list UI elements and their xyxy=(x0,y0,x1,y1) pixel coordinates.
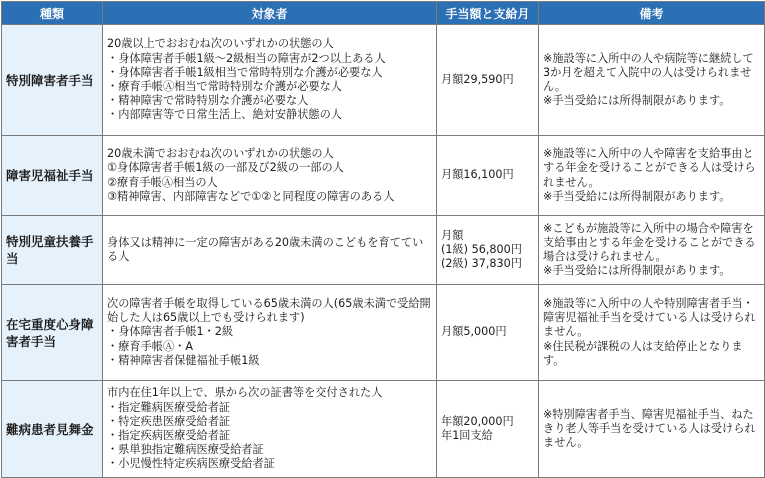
allowance-type: 特別障害者手当 xyxy=(2,25,103,136)
target-line: ・内部障害等で日常生活上、絶対安静状態の人 xyxy=(107,108,342,122)
note-line: ※施設等に入所中の人や病院等に継続して3か月を超えて入院中の人は受けられません。 xyxy=(543,51,754,93)
target-cell xyxy=(103,136,437,216)
notes-cell xyxy=(539,25,765,136)
target-line: ・指定疾病医療受給者証 xyxy=(107,429,231,442)
allowance-type: 特別児童扶養手当 xyxy=(2,216,103,285)
amount-line: (1級) 56,800円 xyxy=(441,242,522,256)
notes-cell xyxy=(539,216,765,285)
amount-cell xyxy=(437,136,539,216)
note-line: ※手当受給には所得制限があります。 xyxy=(543,94,731,108)
table-row xyxy=(2,285,765,381)
header-target: 対象者 xyxy=(103,2,437,25)
notes-cell xyxy=(539,285,765,381)
note-line: ※こどもが施設等に入所中の場合や障害を支給事由とする年金を受けることができる場合は受けられません。 xyxy=(543,221,756,263)
amount-line: 月額 xyxy=(441,228,464,242)
header-type: 種類 xyxy=(2,2,103,25)
target-line: ・身体障害者手帳1級～2級相当の障害が2つ以上ある人 xyxy=(107,51,386,65)
note-line: ※手当受給には所得制限があります。 xyxy=(543,189,731,203)
amount-cell xyxy=(437,381,539,478)
amount-line: 年額20,000円 xyxy=(441,414,514,428)
target-line: 20歳以上でおおむね次のいずれかの状態の人 xyxy=(107,37,334,51)
amount-cell xyxy=(437,285,539,381)
note-line: ※手当受給には所得制限があります。 xyxy=(543,264,731,278)
table-row xyxy=(2,136,765,216)
target-line: 身体又は精神に一定の障害がある20歳未満のこどもを育てている人 xyxy=(107,235,424,263)
note-line: ※施設等に入所中の人や障害を支給事由とする年金を受けることができる人は受けられません。 xyxy=(543,147,756,189)
amount-line: 月額5,000円 xyxy=(441,325,507,339)
target-line: ・身体障害者手帳1級相当で常時特別な介護が必要な人 xyxy=(107,65,383,79)
amount-line: 年1回支給 xyxy=(441,429,493,442)
allowance-type: 障害児福祉手当 xyxy=(2,136,103,216)
note-line: ※特別障害者手当、障害児福祉手当、ねたきり老人等手当を受けている人は受けられません。 xyxy=(543,407,756,450)
allowance-table xyxy=(1,1,765,478)
table-row xyxy=(2,25,765,136)
target-line: ・身体障害者手帳1・2級 xyxy=(107,325,234,339)
amount-line: 月額16,100円 xyxy=(441,168,514,182)
table-row xyxy=(2,216,765,285)
target-line: ③精神障害、内部障害などで①②と同程度の障害のある人 xyxy=(107,189,395,203)
target-cell xyxy=(103,285,437,381)
target-line: ・精神障害で常時特別な介護が必要な人 xyxy=(107,94,309,108)
allowance-type: 難病患者見舞金 xyxy=(2,381,103,478)
target-line: 市内在住1年以上で、県から次の証書等を交付された人 xyxy=(107,386,383,400)
target-cell xyxy=(103,381,437,478)
header-row xyxy=(2,2,765,25)
target-line: ・小児慢性特定疾病医療受給者証 xyxy=(107,457,275,471)
amount-line: 月額29,590円 xyxy=(441,72,514,86)
target-line: ・療育手帳Ⓐ相当で常時特別な介護が必要な人 xyxy=(107,80,342,93)
notes-cell xyxy=(539,381,765,478)
target-line: ①身体障害者手帳1級の一部及び2級の一部の人 xyxy=(107,161,344,175)
target-line: ・特定疾患医療受給者証 xyxy=(107,414,231,428)
note-line: ※住民税が課税の人は支給停止となります。 xyxy=(543,339,743,367)
target-cell xyxy=(103,25,437,136)
note-line: ※施設等に入所中の人や特別障害者手当・障害児福祉手当を受けている人は受けられません。 xyxy=(543,296,756,339)
amount-cell xyxy=(437,216,539,285)
target-line: 次の障害者手帳を取得している65歳未満の人(65歳未満で受給開始した人は65歳以上でも受けられます) xyxy=(107,296,431,325)
notes-cell xyxy=(539,136,765,216)
allowance-type: 在宅重度心身障害者手当 xyxy=(2,285,103,381)
target-line: ・指定難病医療受給者証 xyxy=(107,400,231,414)
target-cell xyxy=(103,216,437,285)
amount-cell xyxy=(437,25,539,136)
amount-line: (2級) 37,830円 xyxy=(441,257,522,271)
target-line: ・療育手帳Ⓐ・A xyxy=(107,339,193,353)
header-amount: 手当額と支給月 xyxy=(437,2,539,25)
target-line: ②療育手帳Ⓐ相当の人 xyxy=(107,175,218,189)
table-row xyxy=(2,381,765,478)
target-line: ・精神障害者保健福祉手帳1級 xyxy=(107,353,260,367)
target-line: ・県単独指定難病医療受給者証 xyxy=(107,443,264,457)
target-line: 20歳未満でおおむね次のいずれかの状態の人 xyxy=(107,147,334,161)
header-notes: 備考 xyxy=(539,2,765,25)
